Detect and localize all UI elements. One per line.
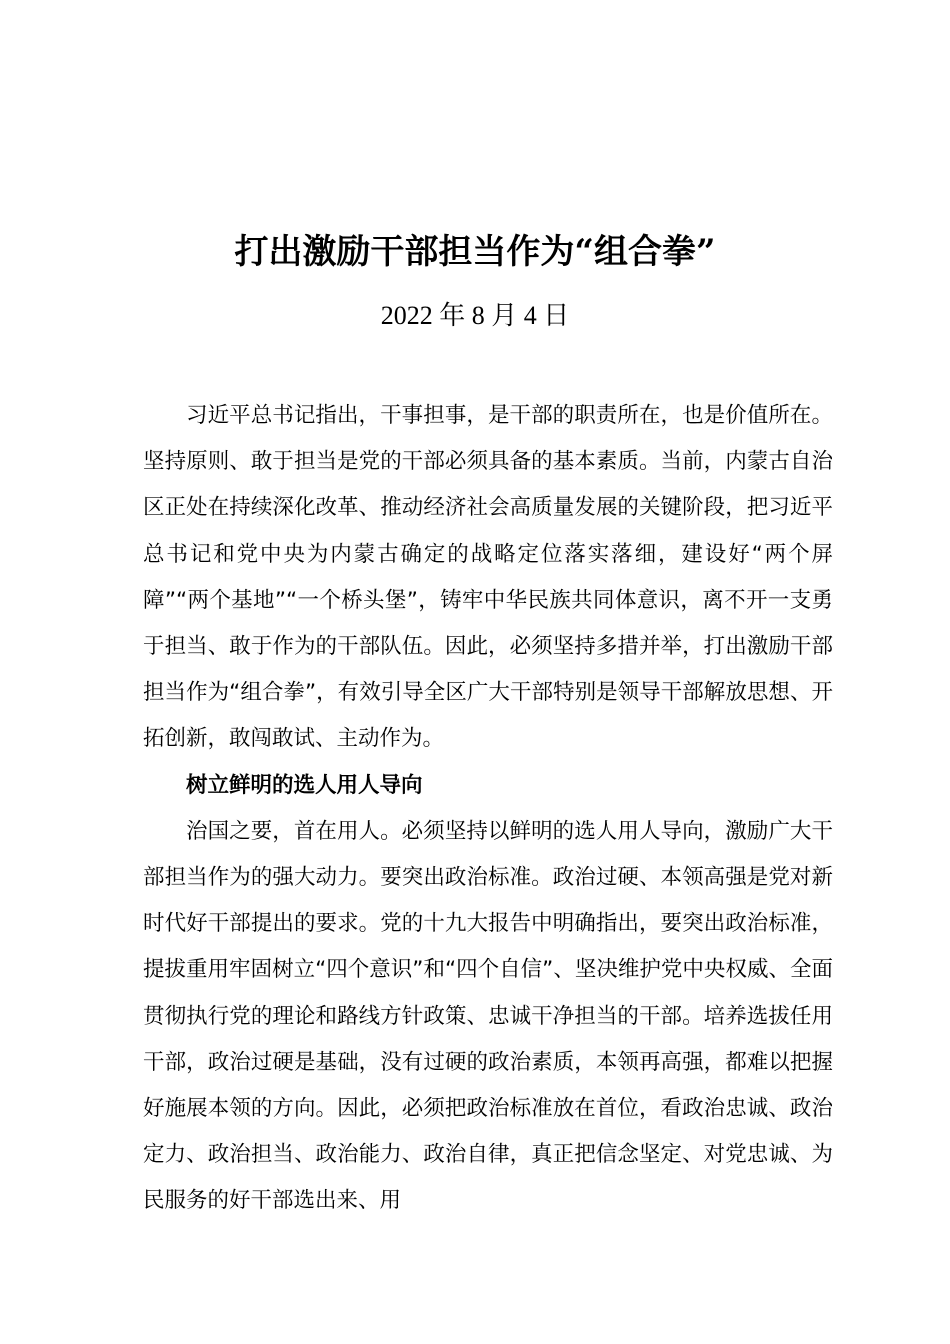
section-heading: 树立鲜明的选人用人导向 xyxy=(186,772,423,798)
document-title: 打出激励干部担当作为“组合拳” xyxy=(234,232,716,272)
document-body xyxy=(143,393,833,1225)
document-date: 2022 年 8 月 4 日 xyxy=(380,301,570,330)
paragraph-intro: 习近平总书记指出，干事担事，是干部的职责所在，也是价值所在。坚持原则、敢于担当是党的干部必须具备的基本素质。当前，内蒙古自治区正处在持续深化改革、推动经济社会高质量发展的关键阶段，把习近平总书记和党中央为内蒙古确定的战略定位落实落细，建设好“两个屏障”“两个基地”“一个桥头堡”，铸牢中华民族共同体意识，离不开一支勇于担当、敢于作为的干部队伍。因此，必须坚持多措并举，打出激励干部担当作为“组合拳”，有效引导全区广大干部特别是领导干部解放思想、开拓创新，敢闯敢试、主动作为。 xyxy=(143,403,833,752)
paragraph-section-1: 治国之要，首在用人。必须坚持以鲜明的选人用人导向，激励广大干部担当作为的强大动力。要突出政治标准。政治过硬、本领高强是党对新时代好干部提出的要求。党的十九大报告中明确指出，要突出政治标准，提拔重用牢固树立“四个意识”和“四个自信”、坚决维护党中央权威、全面贯彻执行党的理论和路线方针政策、忠诚干净担当的干部。培养选拔任用干部，政治过硬是基础，没有过硬的政治素质，本领再高强，都难以把握好施展本领的方向。因此，必须把政治标准放在首位，看政治忠诚、政治定力、政治担当、政治能力、政治自律，真正把信念坚定、对党忠诚、为民服务的好干部选出来、用 xyxy=(143,818,833,1214)
